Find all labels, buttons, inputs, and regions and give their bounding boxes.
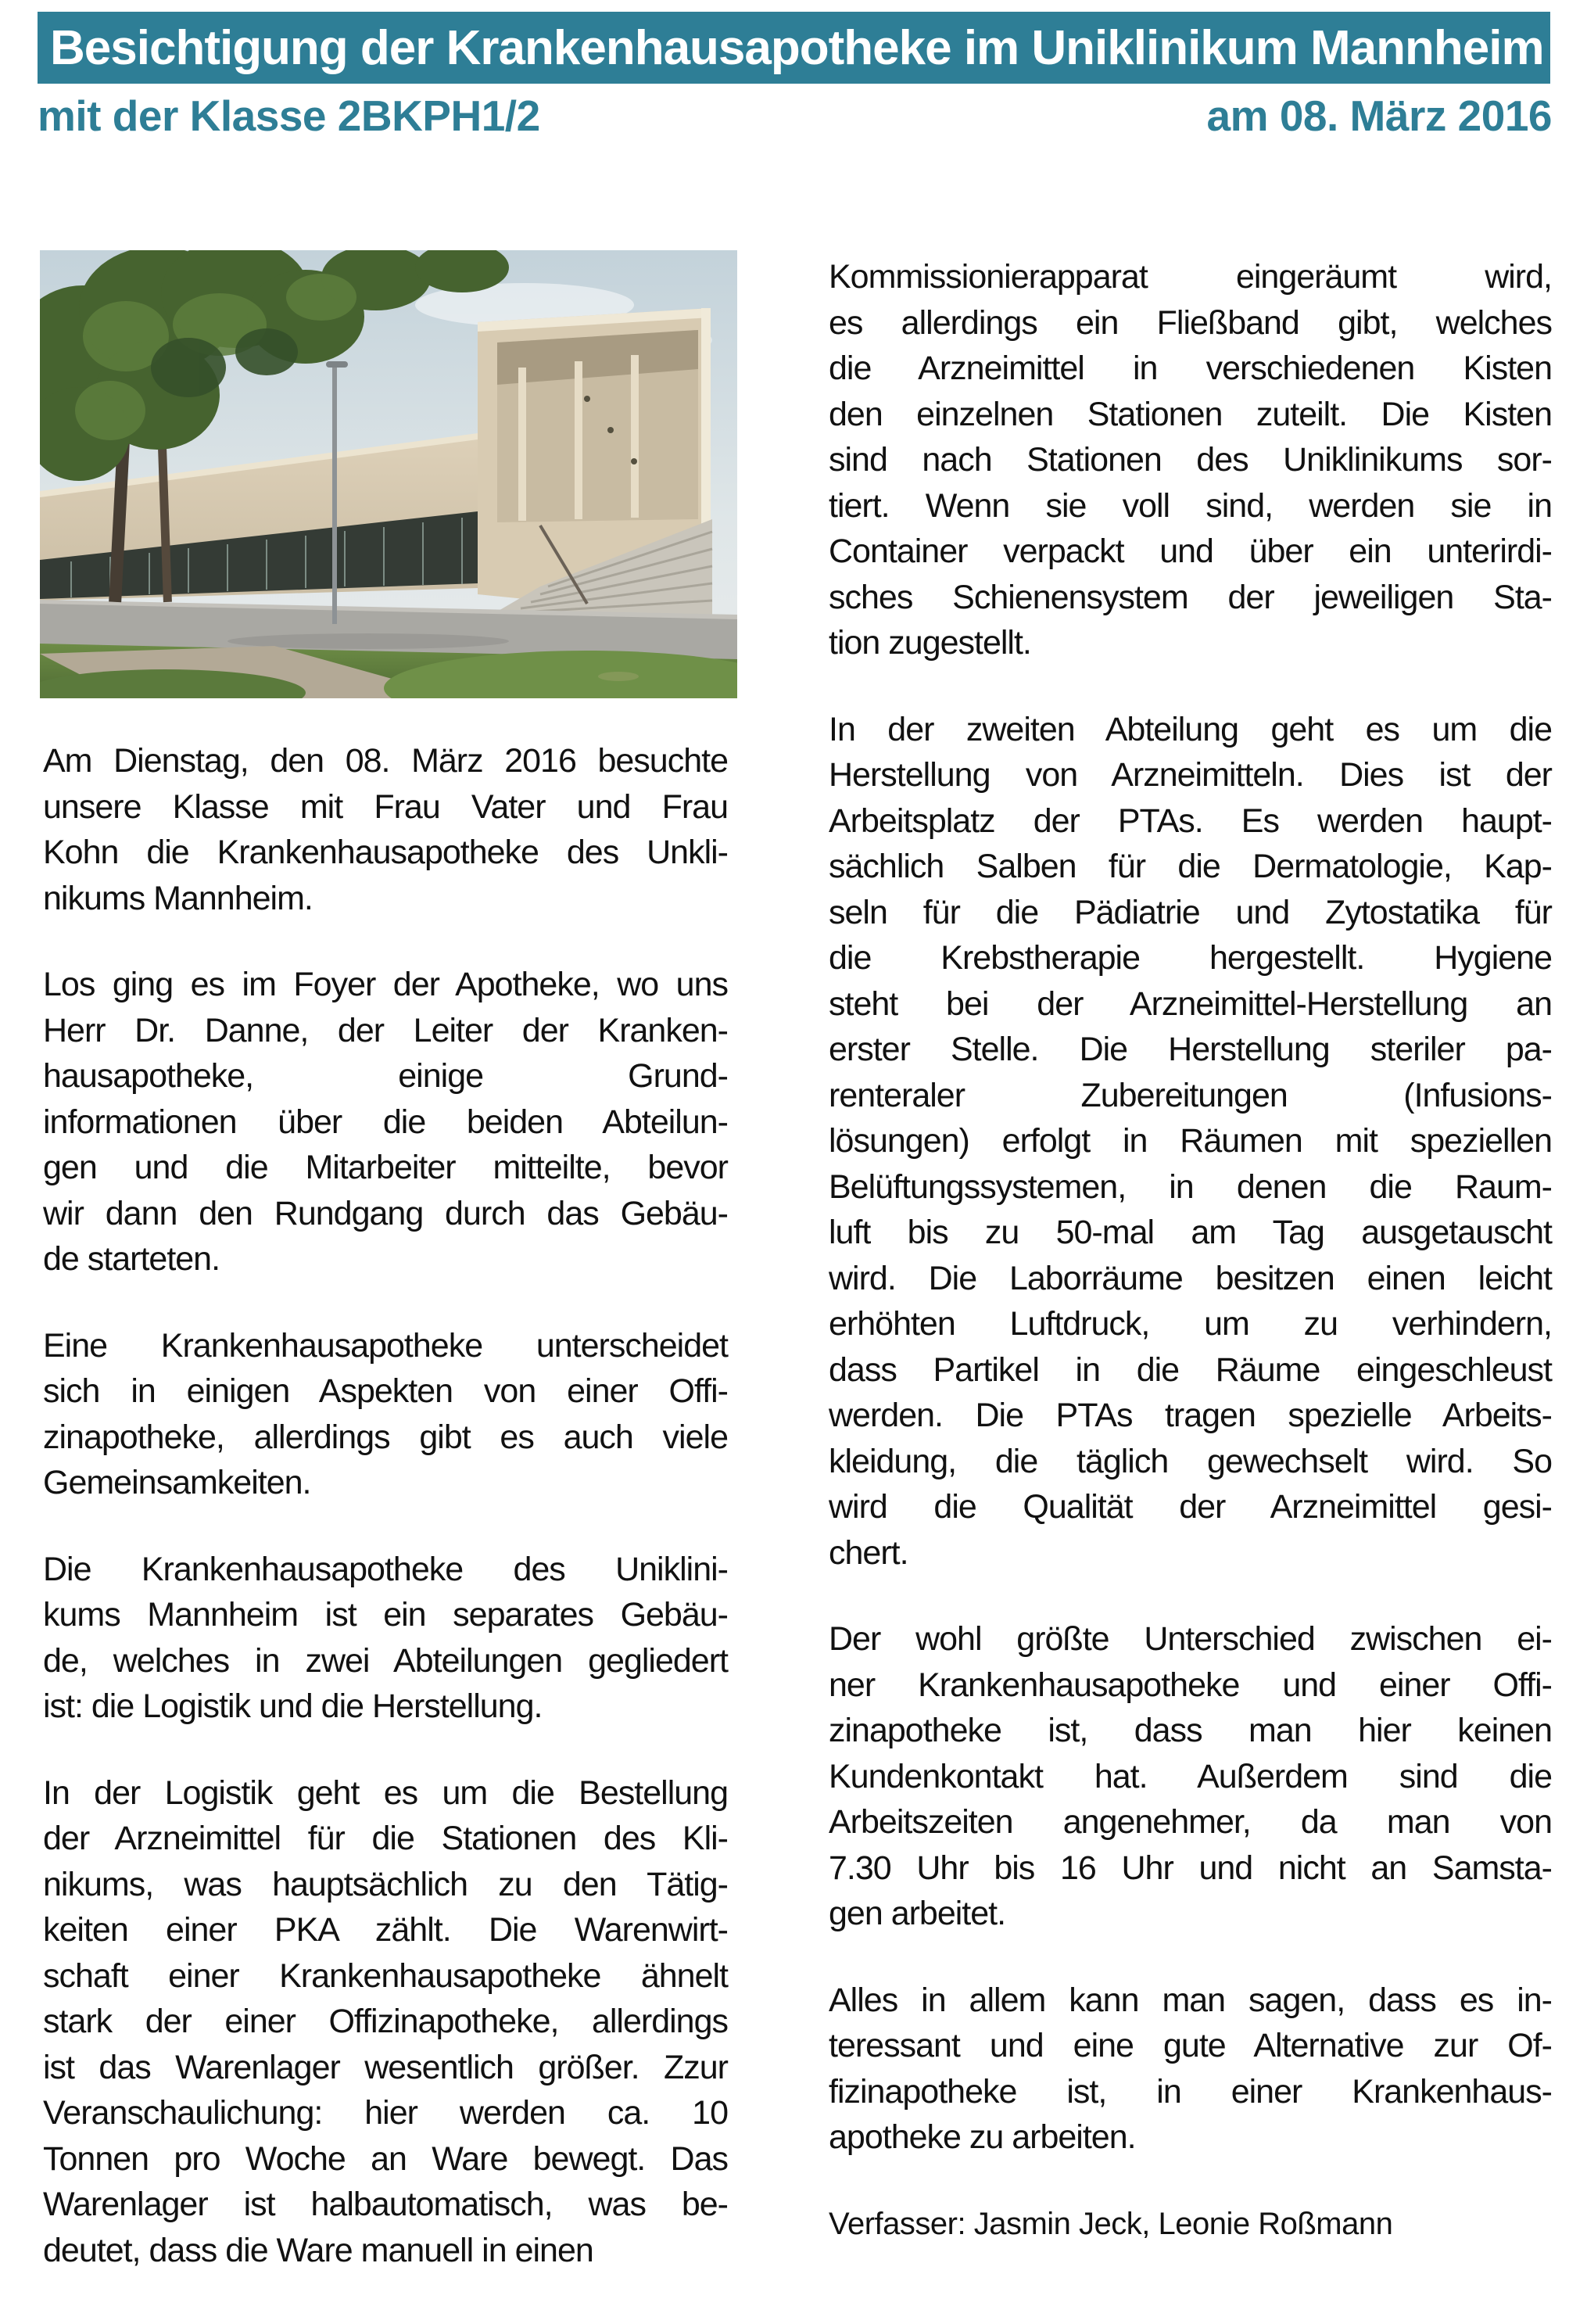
text-line: Eine Krankenhausapotheke unterscheidet xyxy=(43,1326,728,1365)
text-line: lösungen) erfolgt in Räumen mit speziellen xyxy=(829,1122,1552,1160)
text-line: Kommissionierapparat eingeräumt wird, xyxy=(829,258,1552,296)
text-line: ist das Warenlager wesentlich größer. Zzur xyxy=(43,2048,728,2086)
text-line: Warenlager ist halbautomatisch, was be- xyxy=(43,2186,728,2223)
paragraph xyxy=(43,962,728,1282)
text-line: Alles in allem kann man sagen, dass es in- xyxy=(829,1981,1552,2019)
text-line: nikums Mannheim. xyxy=(43,879,313,917)
photo-lawn xyxy=(40,644,737,698)
text-line: der Arzneimittel für die Stationen des Kli- xyxy=(43,1820,728,1857)
text-line: Los ging es im Foyer der Apotheke, wo uns xyxy=(43,966,728,1003)
paragraph xyxy=(829,254,1552,666)
text-line: Kundenkontakt hat. Außerdem sind die xyxy=(829,1757,1552,1795)
text-line: wird. Die Laborräume besitzen einen leicht xyxy=(829,1259,1552,1297)
text-line: steht bei der Arzneimittel-Herstellung an xyxy=(829,984,1552,1023)
text-line: zinapotheke ist, dass man hier keinen xyxy=(829,1712,1552,1749)
building-photo xyxy=(40,250,737,698)
text-line: keiten einer PKA zählt. Die Warenwirt- xyxy=(43,1911,728,1949)
text-line: Verfasser: Jasmin Jeck, Leonie Roßmann xyxy=(829,2206,1393,2241)
right-column xyxy=(829,254,1552,2247)
text-line: dass Partikel in die Räume eingeschleust xyxy=(829,1350,1552,1389)
text-line: gen und die Mitarbeiter mitteilte, bevor xyxy=(43,1149,728,1186)
text-line: gen arbeitet. xyxy=(829,1895,1006,1932)
text-line: Herstellung von Arzneimitteln. Dies ist der xyxy=(829,756,1552,794)
text-line: seln für die Pädiatrie und Zytostatika für xyxy=(829,893,1552,931)
text-line: deutet, dass die Ware manuell in einen xyxy=(43,2231,593,2269)
text-line: Kohn die Krankenhausapotheke des Unkli- xyxy=(43,834,728,871)
text-line: sich in einigen Aspekten von einer Offi- xyxy=(43,1372,728,1410)
paragraph xyxy=(829,1978,1552,2161)
text-line: wird die Qualität der Arzneimittel gesi- xyxy=(829,1488,1552,1526)
text-line: de starteten. xyxy=(43,1240,220,1278)
text-line: nikums, was hauptsächlich zu den Tätig- xyxy=(43,1865,728,1903)
text-line: werden. Die PTAs tragen spezielle Arbeits- xyxy=(829,1397,1552,1434)
text-line: Veranschaulichung: hier werden ca. 10 xyxy=(43,2094,728,2132)
text-line: erster Stelle. Die Herstellung steriler pa- xyxy=(829,1031,1552,1068)
text-line: Herr Dr. Danne, der Leiter der Kranken- xyxy=(43,1011,728,1049)
text-line: fizinapotheke ist, in einer Krankenhaus- xyxy=(829,2072,1552,2111)
page-title: Besichtigung der Krankenhausapotheke im Uniklinikum Mannheim xyxy=(50,20,1544,75)
text-line: Die Krankenhausapotheke des Uniklini- xyxy=(43,1550,728,1588)
title-bar xyxy=(38,12,1550,84)
paragraph xyxy=(43,1770,728,2274)
text-line: ist: die Logistik und die Herstellung. xyxy=(43,1687,543,1725)
text-line: sches Schienensystem der jeweiligen Sta- xyxy=(829,578,1552,616)
left-column xyxy=(43,738,728,2273)
text-line: chert. xyxy=(829,1533,908,1572)
text-line: Arbeitsplatz der PTAs. Es werden haupt- xyxy=(829,802,1552,840)
text-line: Arbeitszeiten angenehmer, da man von xyxy=(829,1803,1552,1841)
text-line: ner Krankenhausapotheke und einer Offi- xyxy=(829,1666,1552,1704)
subtitle-row xyxy=(38,91,1552,141)
text-line: hausapotheke, einige Grund- xyxy=(43,1057,728,1095)
subtitle-date: am 08. März 2016 xyxy=(1206,91,1552,140)
paragraph xyxy=(43,1547,728,1730)
text-line: In der zweiten Abteilung geht es um die xyxy=(829,710,1552,748)
text-line: zinapotheke, allerdings gibt es auch viele xyxy=(43,1418,728,1456)
paragraph xyxy=(43,738,728,921)
text-line: Am Dienstag, den 08. März 2016 besuchte xyxy=(43,742,728,780)
text-line: die Arzneimittel in verschiedenen Kisten xyxy=(829,350,1552,387)
text-line: stark der einer Offizinapotheke, allerdings xyxy=(43,2003,728,2040)
text-line: Der wohl größte Unterschied zwischen ei- xyxy=(829,1620,1552,1658)
text-line: tion zugestellt. xyxy=(829,624,1031,662)
text-line: tiert. Wenn sie voll sind, werden sie in xyxy=(829,486,1552,525)
text-line: erhöhten Luftdruck, um zu verhindern, xyxy=(829,1305,1552,1343)
text-line: luft bis zu 50-mal am Tag ausgetauscht xyxy=(829,1214,1552,1251)
text-line: Tonnen pro Woche an Ware bewegt. Das xyxy=(43,2139,728,2178)
author-line xyxy=(829,2201,1552,2247)
text-line: kleidung, die täglich gewechselt wird. So xyxy=(829,1442,1552,1480)
text-line: In der Logistik geht es um die Bestellung xyxy=(43,1773,728,1812)
text-line: informationen über die beiden Abteilun- xyxy=(43,1103,728,1141)
paragraph xyxy=(829,1616,1552,1937)
text-line: teressant und eine gute Alternative zur Of- xyxy=(829,2027,1552,2064)
text-line: apotheke zu arbeiten. xyxy=(829,2118,1136,2156)
text-line: Belüftungssystemen, in denen die Raum- xyxy=(829,1167,1552,1206)
text-line: schaft einer Krankenhausapotheke ähnelt xyxy=(43,1956,728,1995)
text-line: sächlich Salben für die Dermatologie, Kap- xyxy=(829,848,1552,885)
text-line: 7.30 Uhr bis 16 Uhr und nicht an Samsta- xyxy=(829,1849,1552,1887)
text-line: kums Mannheim ist ein separates Gebäu- xyxy=(43,1596,728,1634)
text-line: wir dann den Rundgang durch das Gebäu- xyxy=(43,1194,728,1232)
text-line: es allerdings ein Fließband gibt, welches xyxy=(829,303,1552,342)
text-line: die Krebstherapie hergestellt. Hygiene xyxy=(829,939,1552,977)
paragraph xyxy=(43,1323,728,1506)
text-line: de, welches in zwei Abteilungen gegliedert xyxy=(43,1641,728,1680)
text-line: sind nach Stationen des Uniklinikums sor- xyxy=(829,441,1552,479)
text-line: renteraler Zubereitungen (Infusions- xyxy=(829,1076,1552,1114)
text-line: Container verpackt und über ein unterirdi- xyxy=(829,533,1552,570)
text-line: den einzelnen Stationen zuteilt. Die Kisten xyxy=(829,395,1552,433)
text-line: unsere Klasse mit Frau Vater und Frau xyxy=(43,787,728,826)
subtitle-class: mit der Klasse 2BKPH1/2 xyxy=(38,91,540,140)
text-line: Gemeinsamkeiten. xyxy=(43,1464,311,1501)
paragraph xyxy=(829,707,1552,1576)
